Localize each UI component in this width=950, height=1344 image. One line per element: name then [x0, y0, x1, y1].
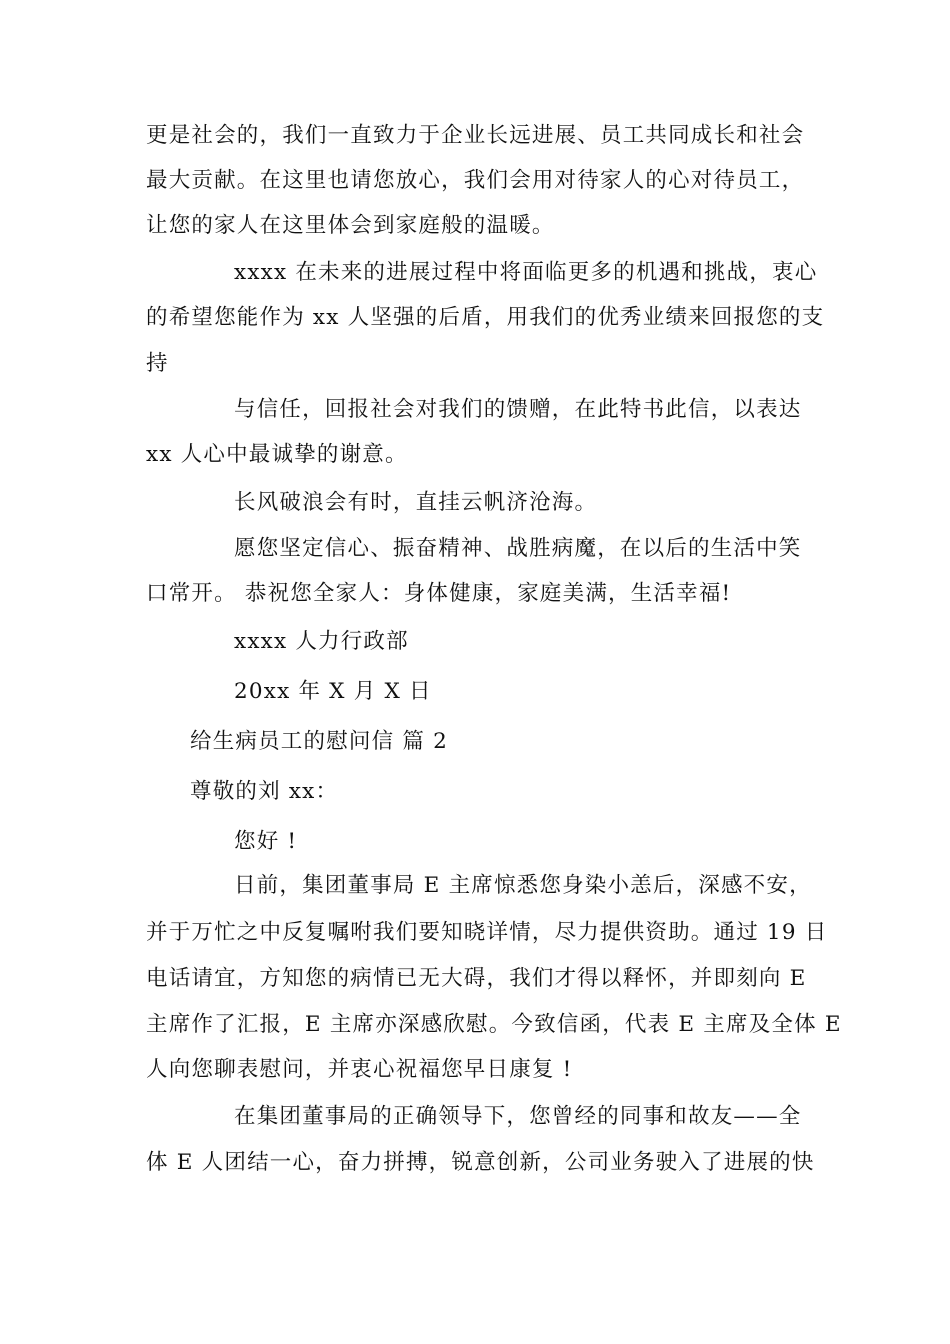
letter-heading: 给生病员工的慰问信 篇 2 [190, 729, 448, 754]
paragraph-line: 体 E 人团结一心，奋力拼搏，锐意创新，公司业务驶入了进展的快 [146, 1150, 815, 1175]
paragraph-line: 与信任，回报社会对我们的馈赠，在此特书此信，以表达 [234, 397, 802, 422]
paragraph-line: 并于万忙之中反复嘱咐我们要知晓详情，尽力提供资助。通过 19 日 [146, 920, 828, 945]
paragraph-line: 口常开。 恭祝您全家人：身体健康，家庭美满，生活幸福! [146, 581, 732, 606]
paragraph-line: xx 人心中最诚挚的谢意。 [146, 442, 408, 467]
paragraph-line: 人向您聊表慰问，并衷心祝福您早日康复 ! [146, 1057, 573, 1082]
paragraph-line: 主席作了汇报，E 主席亦深感欣慰。今致信函，代表 E 主席及全体 E [146, 1012, 842, 1037]
paragraph-line: 在集团董事局的正确领导下，您曾经的同事和故友——全 [234, 1104, 802, 1129]
paragraph-line: 持 [146, 351, 169, 376]
paragraph-line: 让您的家人在这里体会到家庭般的温暖。 [146, 213, 555, 238]
paragraph-line: 更是社会的，我们一直致力于企业长远进展、员工共同成长和社会 [146, 123, 805, 148]
greeting: 您好 ! [234, 829, 298, 854]
paragraph-line: 电话请宜，方知您的病情已无大碍，我们才得以释怀，并即刻向 E [146, 966, 807, 991]
signature-department: xxxx 人力行政部 [234, 629, 409, 654]
paragraph-line: 的希望您能作为 xx 人坚强的后盾，用我们的优秀业绩来回报您的支 [146, 305, 825, 330]
signature-date: 20xx 年 X 月 X 日 [234, 679, 432, 704]
paragraph-line: 长风破浪会有时，直挂云帆济沧海。 [234, 490, 598, 515]
paragraph-line: 日前，集团董事局 E 主席惊悉您身染小恙后，深感不安， [234, 873, 812, 898]
paragraph-line: xxxx 在未来的进展过程中将面临更多的机遇和挑战，衷心 [234, 260, 818, 285]
salutation: 尊敬的刘 xx： [190, 779, 339, 804]
paragraph-line: 最大贡献。在这里也请您放心，我们会用对待家人的心对待员工， [146, 168, 805, 193]
paragraph-line: 愿您坚定信心、振奋精神、战胜病魔，在以后的生活中笑 [234, 536, 802, 561]
